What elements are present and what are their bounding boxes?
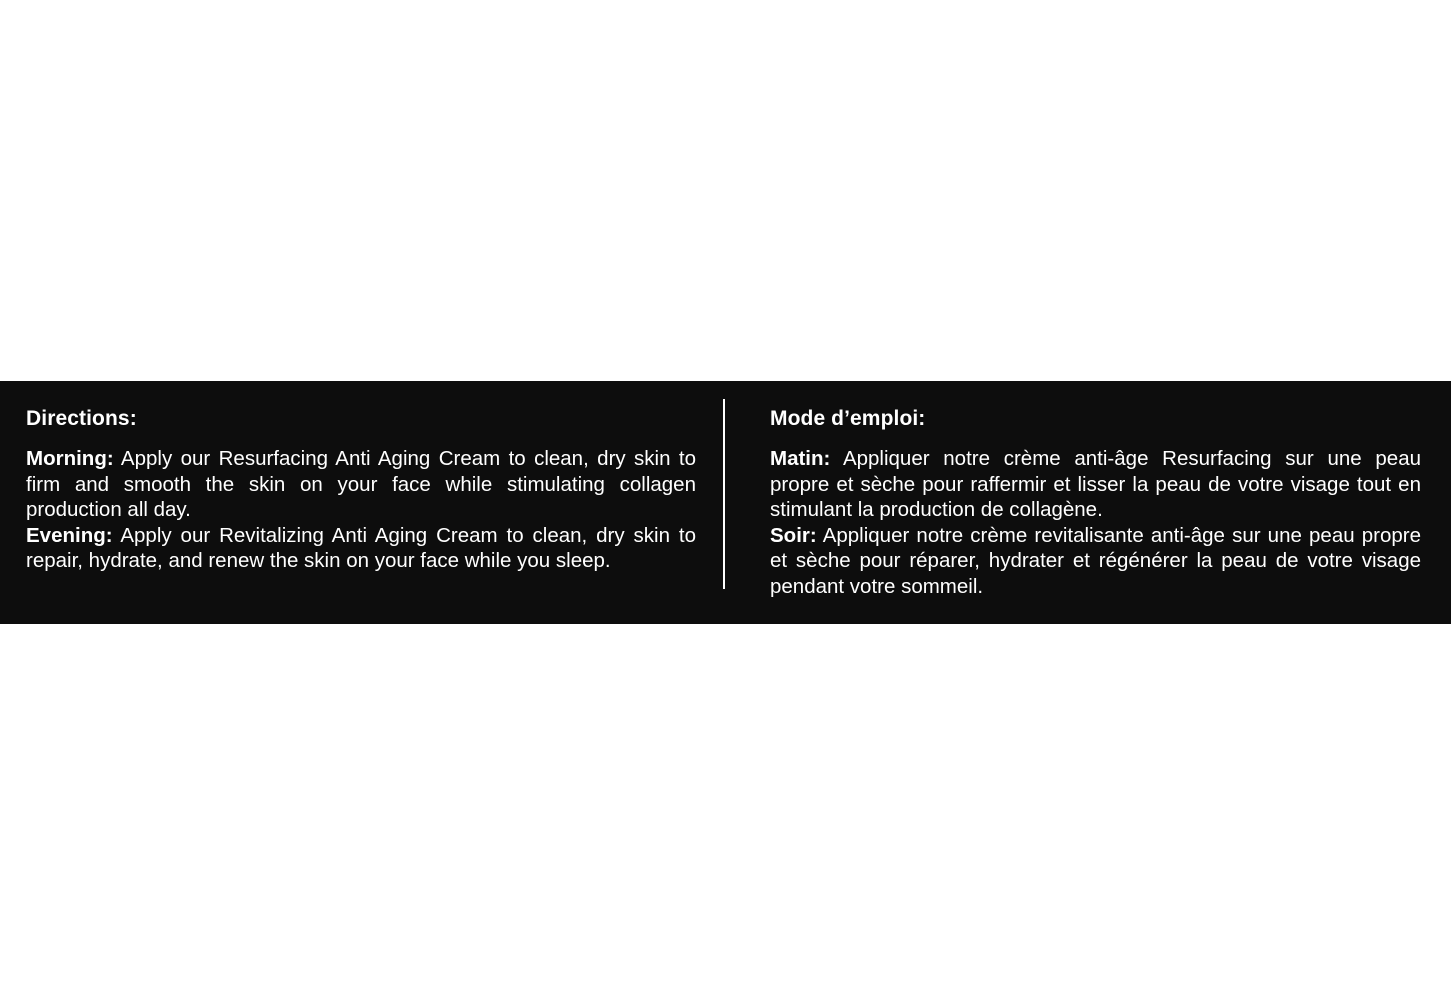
directions-lead-soir: Soir: bbox=[770, 523, 817, 547]
directions-paragraph-soir bbox=[770, 523, 1421, 600]
directions-column-english bbox=[0, 381, 724, 624]
directions-lead-evening: Evening: bbox=[26, 523, 113, 547]
directions-heading-french: Mode d’emploi: bbox=[770, 407, 926, 430]
directions-text-morning: Apply our Resurfacing Anti Aging Cream to clean, dry skin to firm and smooth the skin on your face while stimulating collagen production all day. bbox=[26, 447, 696, 522]
directions-paragraph-morning bbox=[26, 446, 696, 523]
directions-body-english bbox=[26, 446, 696, 574]
directions-paragraph-evening bbox=[26, 523, 696, 574]
directions-column-french bbox=[724, 381, 1451, 624]
directions-text-soir: Appliquer notre crème revitalisante anti-âge sur une peau propre et sèche pour réparer, hydrater et régénérer la peau de votre visage pendant votre sommeil. bbox=[770, 523, 1421, 598]
directions-heading-english: Directions: bbox=[26, 407, 137, 430]
directions-text-matin: Appliquer notre crème anti-âge Resurfacing sur une peau propre et sèche pour raffermir et lisser la peau de votre visage tout en stimulant la production de collagène. bbox=[770, 447, 1421, 522]
directions-lead-morning: Morning: bbox=[26, 447, 114, 471]
directions-paragraph-matin bbox=[770, 446, 1421, 523]
directions-lead-matin: Matin: bbox=[770, 447, 831, 471]
directions-body-french bbox=[770, 446, 1421, 599]
directions-text-evening: Apply our Revitalizing Anti Aging Cream to clean, dry skin to repair, hydrate, and renew the skin on your face while you sleep. bbox=[26, 523, 696, 573]
column-divider bbox=[723, 399, 725, 589]
directions-panel bbox=[0, 381, 1451, 624]
